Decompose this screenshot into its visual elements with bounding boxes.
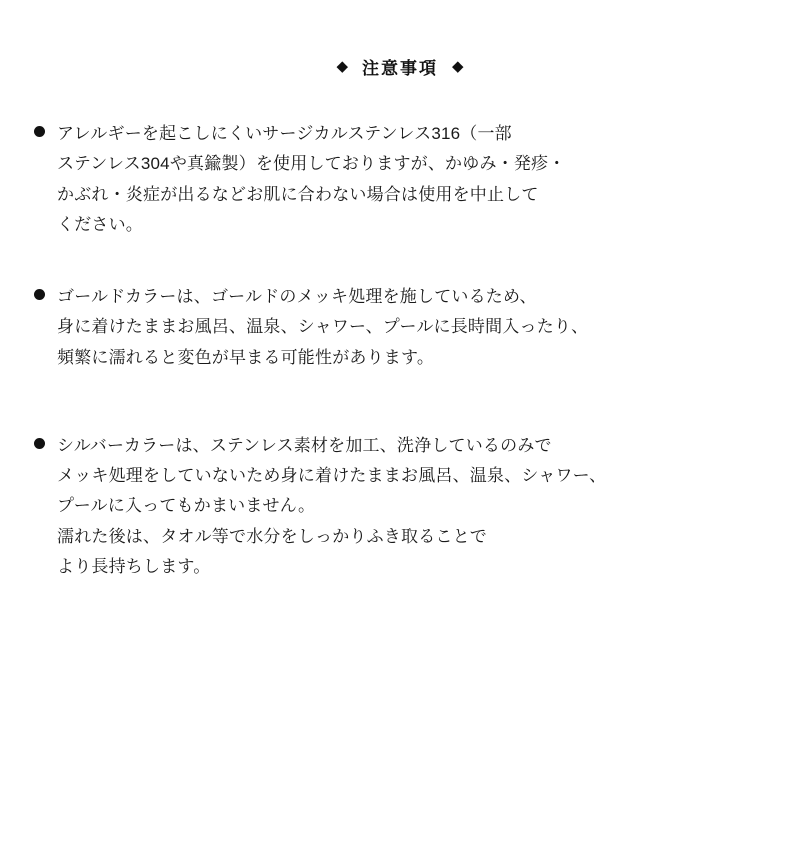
notice-line: 濡れた後は、タオル等で水分をしっかりふき取ることで (57, 526, 487, 546)
filled-circle-bullet-icon (34, 289, 45, 300)
notice-text-block (57, 119, 760, 240)
notice-line: プールに入ってもかまいません。 (57, 496, 316, 516)
notice-line: ステンレス304や真鍮製）を使用しておりますが、かゆみ・発疹・ (57, 154, 566, 174)
diamond-right-icon: ◆ (452, 58, 464, 75)
list-item (34, 431, 760, 582)
notice-line: より長持ちします。 (57, 556, 211, 576)
filled-circle-bullet-icon (34, 126, 45, 137)
list-item (34, 282, 760, 373)
notice-document (0, 54, 800, 854)
list-item (34, 119, 760, 240)
filled-circle-bullet-icon (34, 438, 45, 449)
notice-line: シルバーカラーは、ステンレス素材を加工、洗浄しているのみで (57, 435, 552, 455)
notice-text-block (57, 282, 760, 373)
notice-text-block (57, 431, 760, 582)
notice-line: メッキ処理をしていないため身に着けたままお風呂、温泉、シャワー、 (57, 466, 607, 485)
notice-line: 身に着けたままお風呂、温泉、シャワー、プールに長時間入ったり、 (57, 317, 589, 337)
page-title (0, 54, 800, 79)
notice-line: ゴールドカラーは、ゴールドのメッキ処理を施しているため、 (57, 287, 537, 306)
notice-line: かぶれ・炎症が出るなどお肌に合わない場合は使用を中止して (57, 184, 539, 204)
notice-line: アレルギーを起こしにくいサージカルステンレス316（一部 (57, 124, 512, 143)
notice-line: 頻繁に濡れると変色が早まる可能性があります。 (57, 347, 435, 367)
page-title-text: 注意事項 (362, 59, 438, 78)
notice-line: ください。 (57, 214, 143, 234)
diamond-left-icon: ◆ (336, 58, 348, 75)
notice-list (0, 119, 800, 582)
